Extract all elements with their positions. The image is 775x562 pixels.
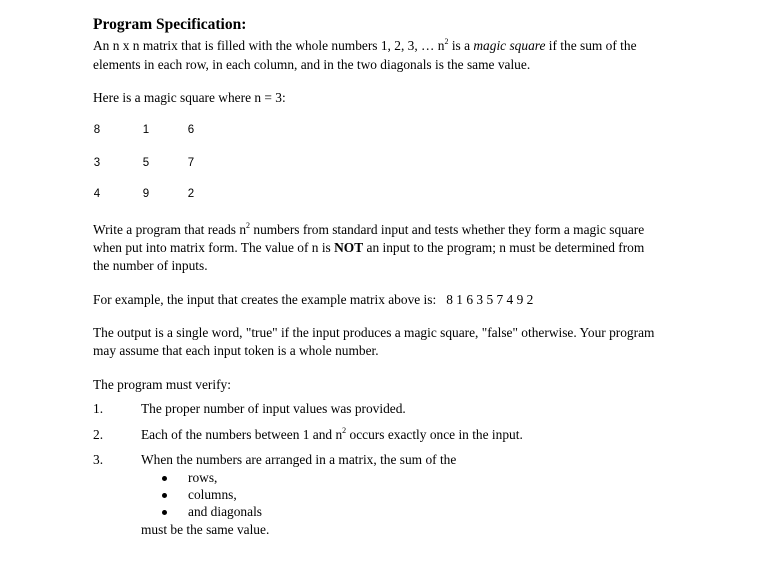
task-paragraph-line-2 <box>93 239 644 257</box>
list-number: 2. <box>93 427 104 442</box>
page-title: Program Specification: <box>93 16 247 33</box>
superscript: 2 <box>444 37 449 46</box>
task-paragraph-line-3: the number of inputs. <box>93 258 208 273</box>
list-item-text-b: occurs exactly once in the input. <box>346 427 523 442</box>
list-item-text <box>141 426 523 444</box>
verify-heading: The program must verify: <box>93 377 231 392</box>
task-text-b: numbers from standard input and tests whether they form a magic square <box>250 222 645 237</box>
intro-text-b: is a <box>448 38 474 53</box>
matrix-cell: 5 <box>142 157 150 169</box>
intro-text-c: if the sum of the <box>545 38 637 53</box>
intro-text-a: An n x n matrix that is filled with the whole numbers 1, 2, 3, … n <box>93 38 445 53</box>
intro-paragraph-line-1 <box>93 37 637 55</box>
list-item-text-a: Each of the numbers between 1 and n <box>141 427 343 442</box>
list-item-text: When the numbers are arranged in a matrix, the sum of the <box>141 452 457 467</box>
magic-square-term: magic square <box>473 38 546 53</box>
superscript: 2 <box>342 426 347 435</box>
task-text-a: Write a program that reads n <box>93 222 247 237</box>
output-paragraph-line-2: may assume that each input token is a whole number. <box>93 343 379 358</box>
bullet-icon <box>162 493 167 498</box>
matrix-cell: 7 <box>187 157 195 169</box>
task-text-c: when put into matrix form. The value of n is <box>93 240 335 255</box>
list-closing-text: must be the same value. <box>141 522 270 537</box>
example-input-line <box>93 291 533 309</box>
example-intro: Here is a magic square where n = 3: <box>93 90 286 105</box>
bullet-text: rows, <box>188 470 218 485</box>
task-text-d: an input to the program; n must be determined from <box>363 240 645 255</box>
output-paragraph-line-1: The output is a single word, "true" if the input produces a magic square, "false" otherwise. Your program <box>93 325 655 340</box>
list-item-text: The proper number of input values was provided. <box>141 401 406 416</box>
list-number: 3. <box>93 452 104 467</box>
bullet-text: and diagonals <box>188 504 263 519</box>
task-paragraph-line-1 <box>93 221 644 239</box>
matrix-cell: 3 <box>93 157 101 169</box>
matrix-cell: 2 <box>187 188 195 200</box>
bullet-text: columns, <box>188 487 237 502</box>
intro-paragraph-line-2: elements in each row, in each column, and in the two diagonals is the same value. <box>93 57 531 72</box>
matrix-cell: 1 <box>142 124 150 136</box>
matrix-cell: 6 <box>187 124 195 136</box>
bullet-icon <box>162 476 167 481</box>
example-input-label: For example, the input that creates the example matrix above is: <box>93 292 437 307</box>
matrix-cell: 4 <box>93 188 101 200</box>
not-emphasis: NOT <box>334 240 364 255</box>
bullet-icon <box>162 510 167 515</box>
example-input-value: 8 1 6 3 5 7 4 9 2 <box>446 292 534 307</box>
superscript: 2 <box>246 221 251 230</box>
matrix-cell: 9 <box>142 188 150 200</box>
list-number: 1. <box>93 401 104 416</box>
matrix-cell: 8 <box>93 124 101 136</box>
